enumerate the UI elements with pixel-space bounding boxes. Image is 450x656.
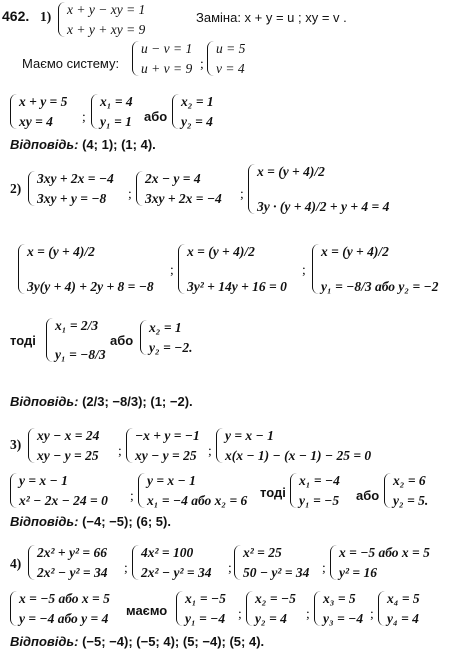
p4-system-a-eq2: 2x² − y² = 34 (37, 565, 108, 580)
p4-system-i-eq1: x₄ = 5 (387, 591, 420, 606)
p3-system-b-eq2: xy − y = 25 (135, 448, 197, 463)
p1-intro: Маємо систему: (22, 56, 120, 71)
p1-system-c (207, 41, 245, 76)
p4-system-g-eq1: x₂ = −5 (255, 591, 296, 606)
p3-system-a (28, 428, 99, 463)
p1-system-a-eq2: x + y + xy = 9 (67, 22, 146, 37)
p4-system-a (28, 545, 107, 580)
p4-answer-value: (−5; −4); (−5; 4); (5; −4); (5; 4). (82, 634, 265, 649)
p4-system-e-eq1: x = −5 або x = 5 (19, 591, 110, 606)
p3-system-c-eq2: x(x − 1) − (x − 1) − 25 = 0 (225, 448, 372, 463)
p2-system-b-eq1: 2x − y = 4 (145, 171, 201, 186)
p1-system-f (172, 94, 214, 129)
p4-system-d-eq2: y² = 16 (339, 565, 377, 580)
p3-system-c-eq1: y = x − 1 (225, 428, 274, 443)
p2-system-d (18, 244, 154, 294)
p1-answer (10, 137, 156, 152)
p4-system-h-eq1: x₃ = 5 (323, 591, 356, 606)
p1-substitution: Заміна: x + y = u ; xy = v . (196, 10, 347, 25)
p2-system-e-eq1: x = (y + 4)/2 (187, 244, 255, 259)
p2-system-b-eq2: 3xy + 2x = −4 (145, 191, 222, 206)
part4-label: 4) (10, 556, 22, 571)
p4-system-i (378, 591, 420, 626)
p3-answer-value: (−4; −5); (6; 5). (82, 514, 171, 529)
p3-system-e-eq1: y = x − 1 (147, 473, 196, 488)
p1-system-e-eq2: y₁ = 1 (100, 114, 132, 129)
p3-system-a-eq2: xy − y = 25 (37, 448, 99, 463)
p2-or: або (110, 333, 134, 348)
p2-system-c-eq2: 3y · (y + 4)/2 + y + 4 = 4 (257, 199, 390, 214)
p4-system-f-eq1: x₁ = −5 (185, 591, 226, 606)
p2-system-d-eq2: 3y(y + 4) + 2y + 8 = −8 (27, 279, 154, 294)
p1-system-d (10, 94, 67, 129)
p4-system-e-eq2: y = −4 або y = 4 (19, 611, 109, 626)
p2-system-c-eq1: x = (y + 4)/2 (257, 164, 325, 179)
p3-system-f (290, 473, 340, 508)
p4-system-d-eq1: x = −5 або x = 5 (339, 545, 430, 560)
p1-system-b-eq1: u − v = 1 (141, 41, 193, 56)
p3-system-d-eq1: y = x − 1 (19, 473, 68, 488)
p3-answer (10, 514, 171, 529)
p3-system-g-eq2: y₂ = 5. (393, 493, 429, 508)
p3-system-e (138, 473, 247, 508)
p1-system-d-eq2: xy = 4 (19, 114, 53, 129)
p2-system-a (28, 171, 114, 206)
p4-system-h-eq2: y₃ = −4 (323, 611, 364, 626)
p2-answer (10, 394, 193, 409)
p2-system-d-eq1: x = (y + 4)/2 (27, 244, 95, 259)
p4-system-b-eq1: 4x² = 100 (141, 545, 194, 560)
problem-number: 462. (2, 8, 30, 24)
p1-system-c-eq2: v = 4 (216, 61, 245, 76)
p1-system-e-eq1: x₁ = 4 (100, 94, 133, 109)
p3-system-g-eq1: x₂ = 6 (393, 473, 426, 488)
p3-system-d-eq2: x² − 2x − 24 = 0 (19, 493, 108, 508)
p1-system-f-eq2: y₂ = 4 (181, 114, 213, 129)
p2-system-f (312, 244, 438, 294)
p2-system-b (136, 171, 222, 206)
p4-system-b-eq2: 2x² − y² = 34 (141, 565, 212, 580)
p1-system-b-eq2: u + v = 9 (141, 61, 193, 76)
p1-system-d-eq1: x + y = 5 (19, 94, 68, 109)
p4-system-f-eq2: y₁ = −4 (185, 611, 226, 626)
p4-system-g-eq2: y₂ = 4 (255, 611, 287, 626)
p2-system-f-eq1: x = (y + 4)/2 (321, 244, 389, 259)
p1-system-e (91, 94, 133, 129)
p4-answer-label: Відповідь: (10, 634, 79, 649)
p1-answer-value: (4; 1); (1; 4). (82, 137, 156, 152)
p1-system-a-eq1: x + y − xy = 1 (67, 2, 146, 17)
p2-then: тоді (10, 333, 36, 348)
p4-system-c-eq2: 50 − y² = 34 (243, 565, 310, 580)
p2-system-c (248, 164, 389, 214)
p4-system-f (176, 591, 226, 626)
p2-system-f-eq2: y₁ = −8/3 або y₂ = −2 (321, 279, 439, 294)
p3-system-g (384, 473, 428, 508)
p3-system-d (10, 473, 108, 508)
p2-system-g (46, 318, 106, 362)
part3-label: 3) (10, 437, 22, 452)
p1-or: або (144, 109, 168, 124)
p2-answer-value: (2/3; −8/3); (1; −2). (82, 394, 193, 409)
p4-system-e (10, 591, 110, 626)
p4-system-c (234, 545, 309, 580)
p2-system-a-eq2: 3xy + y = −8 (37, 191, 107, 206)
part2-label: 2) (10, 181, 22, 196)
p2-system-h-eq2: y₂ = −2. (149, 340, 193, 355)
p4-system-h (314, 591, 363, 626)
p3-system-e-eq2: x₁ = −4 або x₂ = 6 (147, 493, 248, 508)
p1-system-b (132, 41, 192, 76)
p2-system-h (140, 320, 192, 355)
p2-system-g-eq2: y₁ = −8/3 (55, 347, 106, 362)
p4-system-g (246, 591, 296, 626)
p1-system-c-eq1: u = 5 (216, 41, 246, 56)
p3-or: або (356, 488, 380, 503)
p2-answer-label: Відповідь: (10, 394, 79, 409)
p3-system-a-eq1: xy − x = 24 (37, 428, 100, 443)
p1-system-f-eq1: x₂ = 1 (181, 94, 214, 109)
p3-system-f-eq1: x₁ = −4 (299, 473, 340, 488)
p3-system-b (126, 428, 200, 463)
p2-system-a-eq1: 3xy + 2x = −4 (37, 171, 114, 186)
p2-system-g-eq1: x₁ = 2/3 (55, 318, 99, 333)
p4-have: маємо (126, 603, 168, 618)
p4-system-a-eq1: 2x² + y² = 66 (37, 545, 107, 560)
p4-system-i-eq2: y₄ = 4 (387, 611, 419, 626)
p4-system-c-eq1: x² = 25 (243, 545, 282, 560)
p4-system-b (132, 545, 211, 580)
p2-system-e (178, 244, 287, 294)
p1-answer-label: Відповідь: (10, 137, 79, 152)
p3-system-c (216, 428, 371, 463)
p3-system-b-eq1: −x + y = −1 (135, 428, 200, 443)
p3-then: тоді (260, 485, 286, 500)
p2-system-h-eq1: x₂ = 1 (149, 320, 182, 335)
part1-label: 1) (40, 9, 52, 24)
p3-answer-label: Відповідь: (10, 514, 79, 529)
p1-system-a (58, 2, 145, 37)
p4-system-d (330, 545, 430, 580)
p2-system-e-eq2: 3y² + 14y + 16 = 0 (187, 279, 287, 294)
p4-answer (10, 634, 264, 649)
p3-system-f-eq2: y₁ = −5 (299, 493, 340, 508)
